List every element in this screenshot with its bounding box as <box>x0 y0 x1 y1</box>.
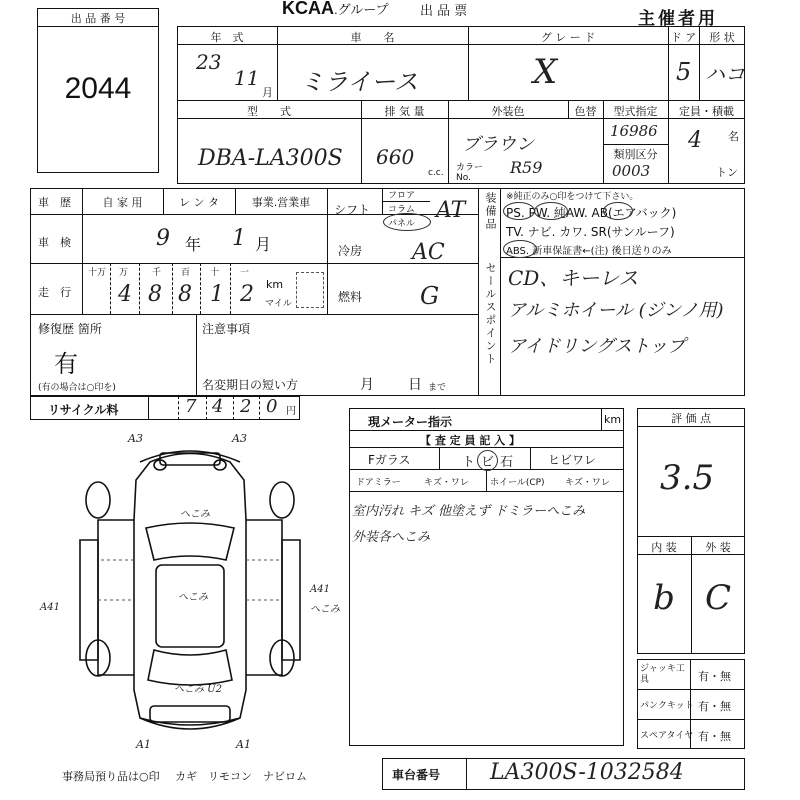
brand-suffix: .グループ <box>334 2 389 17</box>
inspection-month-value: 1 <box>232 226 246 251</box>
notes-label: 注意事項 <box>202 322 251 336</box>
mileage-digit: 2 <box>240 282 254 307</box>
recycle-label: リサイクル料 <box>48 403 119 417</box>
digit-header-1k: 千 <box>152 268 162 278</box>
grade-label: グ レ ー ド <box>540 31 596 44</box>
exterior-color-label: 外装色 <box>491 105 525 118</box>
mirror-marks: キズ・ワレ <box>424 478 469 488</box>
damage-mark-a1-right: A1 <box>236 738 251 751</box>
repair-note: (有の場合は○印を) <box>38 383 116 393</box>
equipment-mark-abs <box>503 240 537 258</box>
unit-km: km <box>266 278 284 291</box>
ac-label: 冷房 <box>338 244 363 258</box>
inspection-year-value: 9 <box>156 226 170 251</box>
month-value: 11 <box>234 66 260 90</box>
sheet-title: 出 品 票 <box>420 4 468 19</box>
deadline-until: まで <box>428 383 447 393</box>
type-spec-label: 型式指定 <box>613 105 658 118</box>
inspection-label: 車 検 <box>38 236 71 249</box>
stone-mark: ビ <box>477 450 498 471</box>
recycle-digit: 0 <box>266 396 278 417</box>
fuel-label: 燃料 <box>338 290 363 304</box>
equipment-mark-ab <box>603 202 633 220</box>
puncture-label: パンクキット <box>640 701 694 711</box>
damage-mark-right-side-note: へこみ <box>310 604 340 615</box>
damage-mark-roof: へこみ <box>178 592 208 603</box>
digit-header-10: 十 <box>210 268 220 278</box>
spare-label: スペアタイヤ <box>640 731 694 741</box>
inspector-remark-2: 外装各へこみ <box>352 530 431 545</box>
sales-points-label: セールスポイント <box>484 262 497 366</box>
inspector-remark-1: 室内汚れ キズ 他塗えず ドミラーへこみ <box>352 504 586 519</box>
sales-point-3: アイドリングストップ <box>508 336 686 357</box>
digit-header-100k: 十万 <box>88 268 107 278</box>
chassis-value: LA300S-1032584 <box>490 760 684 785</box>
office-note: 事務局預り品は○印 <box>62 770 160 783</box>
mileage-digit: 8 <box>148 282 162 307</box>
deadline-label: 名変期日の短い方 <box>202 378 299 392</box>
damage-mark-a3-left: A3 <box>128 432 143 445</box>
name-value: ミライース <box>300 68 419 96</box>
exterior-value: C <box>704 578 731 618</box>
history-option-private: 自 家 用 <box>102 196 143 209</box>
equipment-mark-ps <box>503 202 535 220</box>
recycle-digit: 7 <box>185 396 197 417</box>
equipment-mark-pw <box>534 202 568 220</box>
chassis-label: 車台番号 <box>392 768 441 782</box>
mileage-digit: 4 <box>118 282 132 307</box>
mileage-digit: 8 <box>178 282 192 307</box>
meter-unit: km <box>604 413 622 426</box>
stone-suffix: 石 <box>500 455 514 470</box>
puncture-options: 有・無 <box>698 700 731 713</box>
capacity-label: 定員・積載 <box>679 105 734 118</box>
crack-label: ヒビワレ <box>548 453 597 467</box>
history-option-business: 事業.営業車 <box>251 196 311 209</box>
mileage-label: 走 行 <box>38 286 71 299</box>
name-label: 車 名 <box>350 31 395 44</box>
history-label: 車 歴 <box>38 196 71 209</box>
displacement-value: 660 <box>376 145 415 169</box>
equipment-line-1: PS. PW. 純AW. AB(エアバック) <box>506 206 677 220</box>
class-value: 0003 <box>612 162 651 180</box>
wheel-marks: キズ・ワレ <box>565 478 610 488</box>
recycle-unit: 円 <box>286 406 296 417</box>
damage-mark-rear: へこみ U2 <box>174 684 222 695</box>
capacity-unit: 名 <box>728 130 739 143</box>
recycle-digit: 4 <box>212 396 224 417</box>
exterior-label: 外 装 <box>705 541 731 554</box>
sales-point-1: CD、キーレス <box>508 266 639 290</box>
mileage-extra-box <box>296 272 324 308</box>
color-no-value: R59 <box>510 158 543 177</box>
load-unit: トン <box>716 166 738 179</box>
ac-value: AC <box>412 240 445 265</box>
repair-label: 修復歴 箇所 <box>38 322 102 336</box>
spare-options: 有・無 <box>698 730 731 743</box>
model-value: DBA-LA300S <box>198 146 343 171</box>
color-change-label: 色替 <box>574 105 597 118</box>
recycle-digit: 2 <box>240 396 252 417</box>
color-no-label: カラー No. <box>456 163 484 183</box>
inspection-year-unit: 年 <box>185 235 202 254</box>
damage-mark-right-side: A41 <box>310 584 330 595</box>
office-items: カギ リモコン ナビロム <box>175 770 307 783</box>
stone-label <box>462 450 513 471</box>
organizer-label: 主催者用 <box>638 9 718 29</box>
equipment-label: 装備品 <box>484 192 497 231</box>
interior-label: 内 装 <box>651 541 677 554</box>
shift-label: シフト <box>334 203 371 217</box>
stone-prefix: ト <box>462 455 476 470</box>
shape-value: ハコ <box>705 62 745 86</box>
deadline-month: 月 <box>360 377 374 393</box>
inspection-month-unit: 月 <box>255 235 272 254</box>
damage-mark-a3-right: A3 <box>232 432 247 445</box>
year-label: 年 式 <box>210 31 244 44</box>
unit-mile: マイル <box>265 299 292 309</box>
exterior-color-value: ブラウン <box>462 134 534 155</box>
capacity-value: 4 <box>688 128 702 153</box>
month-unit: 月 <box>262 86 273 99</box>
equipment-note: ※純正のみ○印をつけて下さい。 <box>506 192 639 202</box>
displacement-unit: c.c. <box>428 168 444 178</box>
deadline-day: 日 <box>408 377 422 393</box>
damage-mark-a1-left: A1 <box>136 738 151 751</box>
digit-header-100: 百 <box>181 268 191 278</box>
score-value: 3.5 <box>660 458 715 498</box>
class-label: 類別区分 <box>613 148 658 161</box>
interior-value: b <box>653 578 675 618</box>
model-label: 型 式 <box>247 105 291 118</box>
displacement-label: 排 気 量 <box>384 105 425 118</box>
inspector-header: 【 査 定 員 記 入 】 <box>420 434 520 447</box>
equipment-line-3: ABS. 新車保証書←(注) 後日送りのみ <box>506 246 672 257</box>
score-label: 評 価 点 <box>671 412 711 425</box>
wheel-label: ホイール(CP) <box>490 478 545 488</box>
glass-label: Fガラス <box>368 453 411 467</box>
damage-mark-left-side: A41 <box>40 602 60 613</box>
equipment-line-2: TV. ナビ. カワ. SR(サンルーフ) <box>506 225 675 239</box>
mirror-label: ドアミラー <box>356 478 401 488</box>
repair-value: 有 <box>54 350 78 378</box>
shift-panel-circle <box>383 213 431 231</box>
brand-logo <box>282 0 389 19</box>
shift-option-panel: パネル <box>388 219 416 229</box>
lot-number-label: 出 品 番 号 <box>70 12 126 25</box>
grade-value: X <box>533 52 558 92</box>
jack-options: 有・無 <box>698 670 731 683</box>
shift-option-column: コラム <box>388 205 415 215</box>
type-spec-value: 16986 <box>610 122 658 140</box>
shift-option-floor: フロア <box>388 191 416 201</box>
sales-point-2: アルミホイール (ジンノ用) <box>508 300 724 321</box>
fuel-value: G <box>420 282 440 310</box>
damage-mark-hood: へこみ <box>180 509 210 520</box>
door-label: ド ア <box>670 31 697 44</box>
digit-header-10k: 万 <box>119 268 129 278</box>
shape-label: 形 状 <box>709 31 735 44</box>
shift-value: AT <box>436 198 466 223</box>
meter-label: 現メーター指示 <box>368 415 453 429</box>
mileage-digit: 1 <box>210 282 224 307</box>
brand-name: KCAA <box>282 0 334 18</box>
lot-number: 2044 <box>64 72 132 105</box>
door-value: 5 <box>676 58 692 86</box>
jack-label: ジャッキ工具 <box>640 664 685 685</box>
digit-header-1: 一 <box>240 268 250 278</box>
year-value: 23 <box>196 50 222 74</box>
history-option-rental: レ ン タ <box>179 196 219 209</box>
